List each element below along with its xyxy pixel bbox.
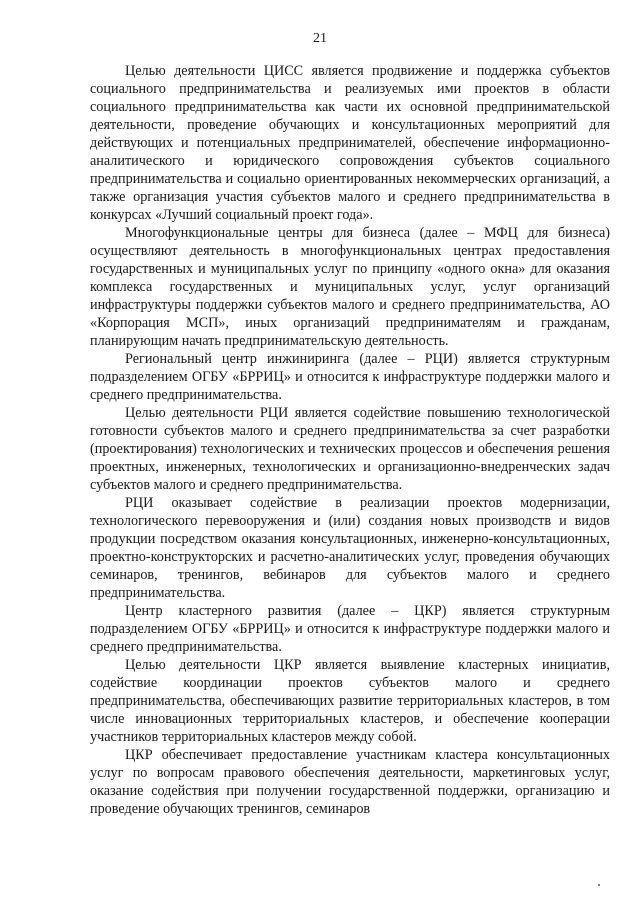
body-text xyxy=(90,62,610,818)
paragraph-ciss-goal: Целью деятельности ЦИСС является продвижение и поддержка субъектов социального предпринимательства и реализуемых ими проектов в области социального предпринимательства как части их основной предпринимательской деятельности, проведение обучающих и консультационных мероприятий для действующих и потенциальных предпринимателей, обеспечение информационно-аналитического и юридического сопровождения субъектов социального предпринимательства и социально ориентированных некоммерческих организаций, а также организация участия субъектов малого и среднего предпринимательства в конкурсах «Лучший социальный проект года». xyxy=(90,63,610,223)
paragraph-rci-goal: Целью деятельности РЦИ является содействие повышению технологической готовности субъектов малого и среднего предпринимательства за счет разработки (проектирования) технологических и технических процессов и обеспечения решения проектных, инженерных, технологических и организационно-внедренческих задач субъектов малого и среднего предпринимательства. xyxy=(90,405,610,493)
scan-artifact-dot xyxy=(598,884,600,886)
paragraph-rci-services: РЦИ оказывает содействие в реализации проектов модернизации, технологического перевооружения и (или) создания новых производств и видов продукции посредством оказания консультационных, инженерно-консультационных, проектно-конструкторских и расчетно-аналитических услуг, проведения обучающих семинаров, тренингов, вебинаров для субъектов малого и среднего предпринимательства. xyxy=(90,495,610,601)
paragraph-ckr-goal: Целью деятельности ЦКР является выявление кластерных инициатив, содействие координации проектов субъектов малого и среднего предпринимательства, обеспечивающих развитие территориальных кластеров, в том числе инновационных территориальных кластеров, и обеспечение кооперации участников территориальных кластеров между собой. xyxy=(90,657,610,745)
page-number: 21 xyxy=(313,31,327,46)
paragraph-ckr-services: ЦКР обеспечивает предоставление участникам кластера консультационных услуг по вопросам правового обеспечения деятельности, маркетинговых услуг, оказание содействия при получении государственной поддержки, организацию и проведение обучающих тренингов, семинаров xyxy=(90,747,610,817)
paragraph-rci-definition: Региональный центр инжиниринга (далее – РЦИ) является структурным подразделением ОГБУ «БРРИЦ» и относится к инфраструктуре поддержки малого и среднего предпринимательства. xyxy=(90,351,610,403)
paragraph-mfc-business: Многофункциональные центры для бизнеса (далее – МФЦ для бизнеса) осуществляют деятельность в многофункциональных центрах предоставления государственных и муниципальных услуг по принципу «одного окна» для оказания комплекса государственных и муниципальных услуг, услуг организаций инфраструктуры поддержки субъектов малого и среднего предпринимательства, АО «Корпорация МСП», иных организаций предпринимателям и гражданам, планирующим начать предпринимательскую деятельность. xyxy=(90,225,610,349)
paragraph-ckr-definition: Центр кластерного развития (далее – ЦКР) является структурным подразделением ОГБУ «БРРИЦ» и относится к инфраструктуре поддержки малого и среднего предпринимательства. xyxy=(90,603,610,655)
